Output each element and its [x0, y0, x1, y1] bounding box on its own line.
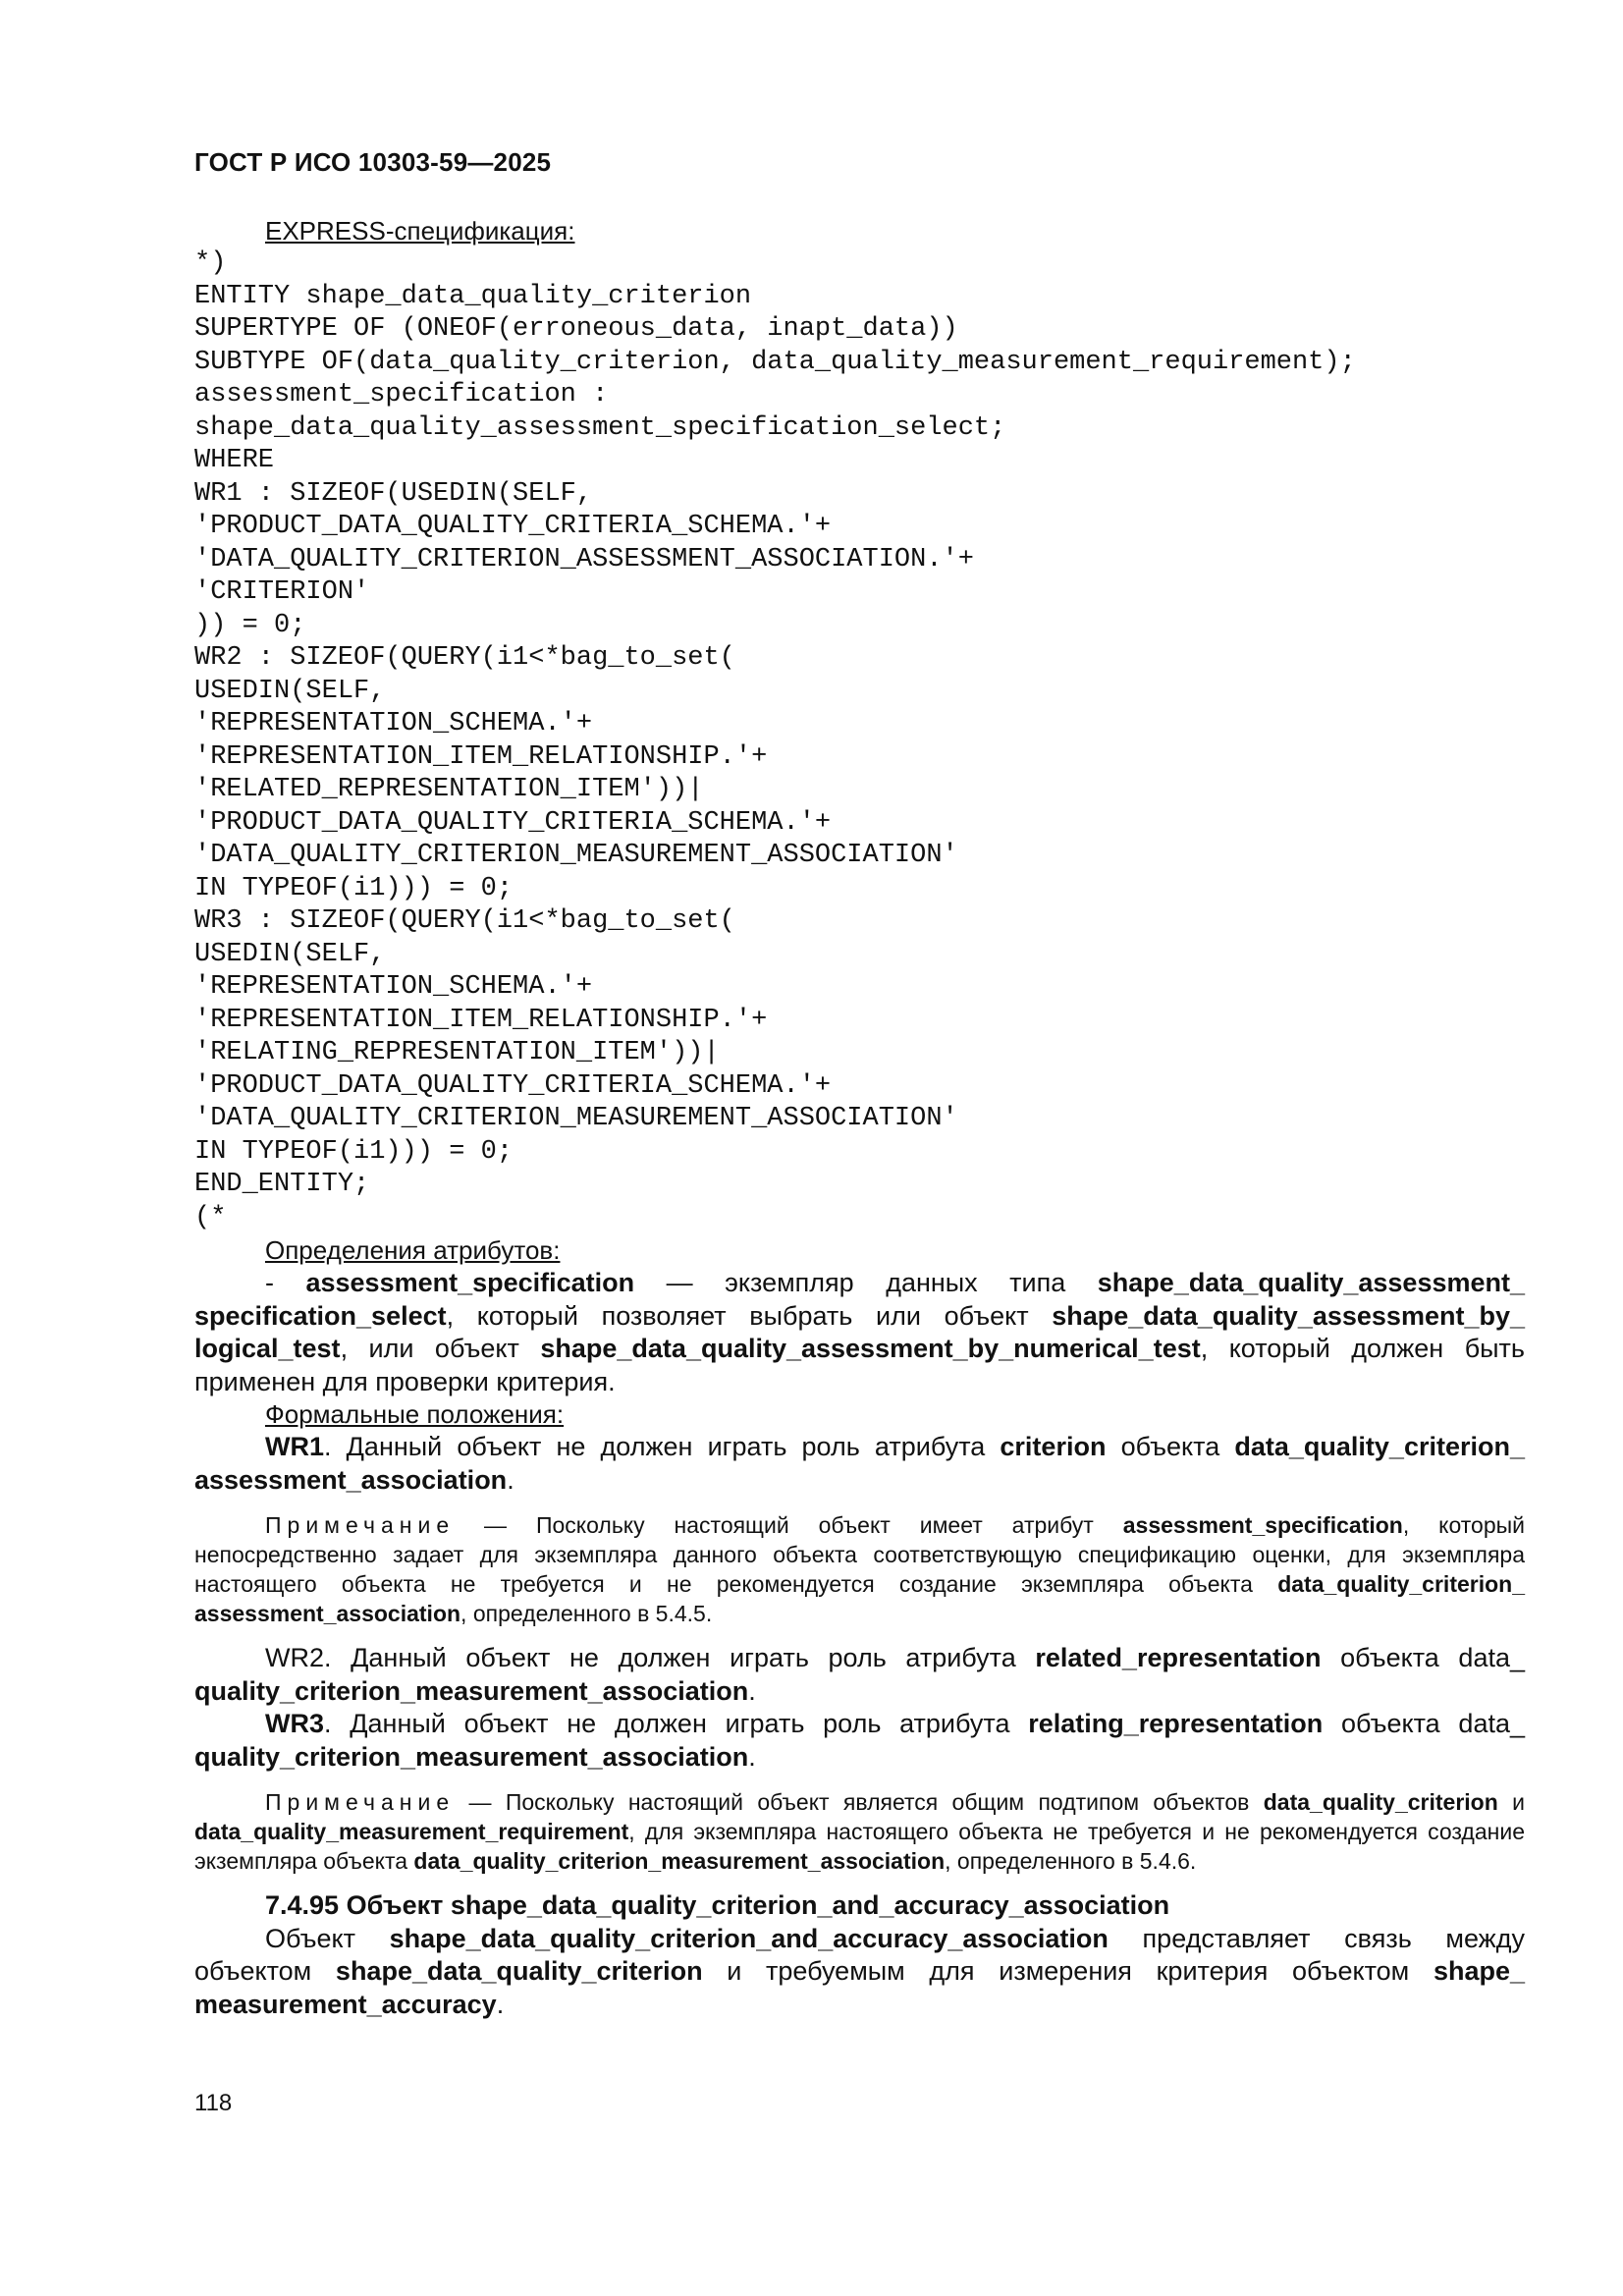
formal-heading: Формальные положения:: [265, 1399, 565, 1429]
note-text: , определенного в 5.4.6.: [945, 1848, 1197, 1874]
note-text: — Поскольку настоящий объект является общим подтипом объектов: [455, 1789, 1264, 1815]
express-code-block: [194, 247, 1525, 1234]
document-page: [194, 147, 1525, 2021]
code-line: )) = 0;: [194, 610, 306, 640]
rule-label: WR1: [265, 1432, 324, 1461]
rule-text: .: [748, 1675, 756, 1706]
section-text: Объект: [265, 1923, 390, 1953]
section-term: shape_data_quality_criterion: [335, 1956, 703, 1986]
section-title: 7.4.95 Объект shape_data_quality_criterion_and_accuracy_association: [265, 1890, 1170, 1920]
rule-attr: criterion: [1000, 1432, 1107, 1461]
attr-object: shape_data_quality_assessment_by_numerical_test: [540, 1334, 1201, 1363]
rule-text: . Данный объект не должен играть роль атрибута: [324, 1432, 1001, 1461]
document-header: ГОСТ Р ИСО 10303-59—2025: [194, 147, 552, 177]
code-line: 'CRITERION': [194, 577, 370, 607]
rule-text: объекта data_: [1321, 1643, 1526, 1672]
code-line: 'DATA_QUALITY_CRITERION_ASSESSMENT_ASSOCIATION.'+: [194, 544, 974, 574]
rule-label: WR2: [265, 1643, 324, 1672]
rule-attr: related_representation: [1035, 1643, 1322, 1672]
code-line: 'PRODUCT_DATA_QUALITY_CRITERIA_SCHEMA.'+: [194, 807, 832, 838]
code-line: (*: [194, 1202, 227, 1232]
code-line: 'REPRESENTATION_ITEM_RELATIONSHIP.'+: [194, 741, 768, 772]
code-line: WR1 : SIZEOF(USEDIN(SELF,: [194, 478, 593, 509]
note-label: Примечание: [265, 1512, 456, 1538]
attr-term: assessment_specification: [305, 1268, 635, 1297]
note-term: data_quality_criterion_measurement_association: [413, 1848, 946, 1874]
code-line: 'PRODUCT_DATA_QUALITY_CRITERIA_SCHEMA.'+: [194, 1070, 832, 1101]
rule-wr2: [194, 1642, 1525, 1708]
code-line: shape_data_quality_assessment_specification_select;: [194, 412, 1006, 443]
code-line: SUPERTYPE OF (ONEOF(erroneous_data, inapt_data)): [194, 314, 958, 344]
code-line: assessment_specification :: [194, 380, 609, 410]
section-text: и требуемым для измерения критерия объектом: [702, 1956, 1434, 1986]
code-line: 'RELATING_REPRESENTATION_ITEM'))|: [194, 1038, 720, 1067]
attr-object: shape_data_quality_assessment_by_ logical_test: [194, 1300, 1525, 1363]
rule-text: объекта data_: [1323, 1709, 1526, 1738]
code-line: IN TYPEOF(i1))) = 0;: [194, 873, 514, 903]
attr-dash: -: [265, 1268, 306, 1297]
rule-wr1: [194, 1431, 1525, 1497]
code-line: WHERE: [194, 446, 275, 475]
code-line: SUBTYPE OF(data_quality_criterion, data_quality_measurement_requirement);: [194, 347, 1356, 377]
note-term: data_quality_criterion: [1263, 1789, 1498, 1815]
code-line: IN TYPEOF(i1))) = 0;: [194, 1136, 514, 1167]
code-line: 'RELATED_REPRESENTATION_ITEM'))|: [194, 775, 704, 804]
note-term: data_quality_measurement_requirement: [194, 1819, 629, 1844]
code-line: 'REPRESENTATION_SCHEMA.'+: [194, 972, 593, 1002]
section-body: [194, 1923, 1525, 2022]
rule-wr3: [194, 1708, 1525, 1774]
code-line: 'PRODUCT_DATA_QUALITY_CRITERIA_SCHEMA.'+: [194, 512, 832, 541]
note-text: — Поскольку настоящий объект имеет атрибут: [455, 1512, 1123, 1538]
note-text: , для экземпляра настоящего объекта не требуется и не рекомендуется создание экземпляра объекта: [194, 1819, 1525, 1874]
code-line: 'DATA_QUALITY_CRITERION_MEASUREMENT_ASSOCIATION': [194, 841, 958, 870]
code-line: USEDIN(SELF,: [194, 939, 386, 969]
section-term: shape_ measurement_accuracy: [194, 1956, 1525, 2019]
note-2: [194, 1787, 1525, 1876]
rule-object: data_quality_criterion_ assessment_association: [194, 1432, 1525, 1495]
rule-text: . Данный объект не должен играть роль атрибута: [324, 1643, 1036, 1672]
attr-text: , который должен быть применен для проверки критерия.: [194, 1334, 1525, 1396]
note-term: assessment_specification: [1122, 1512, 1403, 1538]
attr-text: , который позволяет выбрать или объект: [446, 1300, 1053, 1331]
rule-label: WR3: [265, 1709, 324, 1738]
page-number: 118: [194, 2090, 233, 2116]
attributes-heading: Определения атрибутов:: [265, 1235, 561, 1265]
code-line: 'REPRESENTATION_ITEM_RELATIONSHIP.'+: [194, 1005, 768, 1035]
code-line: ENTITY shape_data_quality_criterion: [194, 281, 752, 311]
code-line: END_ENTITY;: [194, 1170, 370, 1199]
code-line: 'DATA_QUALITY_CRITERION_MEASUREMENT_ASSOCIATION': [194, 1104, 958, 1133]
note-text: , который непосредственно задает для экземпляра данного объекта соответствующую спецификацию оценки, для экземпляра настоящего объекта не требуется и не рекомендуется создание экземпляра объекта: [194, 1512, 1525, 1597]
rule-text: .: [748, 1741, 756, 1772]
code-line: WR3 : SIZEOF(QUERY(i1<*bag_to_set(: [194, 906, 735, 936]
attr-text: , или объект: [340, 1334, 541, 1363]
code-line: *): [194, 248, 227, 278]
rule-text: объекта: [1106, 1432, 1235, 1461]
attribute-definition: [194, 1267, 1525, 1398]
note-text: и: [1497, 1789, 1525, 1815]
note-text: , определенного в 5.4.5.: [460, 1601, 713, 1626]
code-line: WR2 : SIZEOF(QUERY(i1<*bag_to_set(: [194, 643, 735, 673]
rule-attr: relating_representation: [1028, 1709, 1324, 1738]
note-label: Примечание: [265, 1789, 456, 1815]
rule-object: quality_criterion_measurement_association: [194, 1675, 749, 1706]
rule-text: . Данный объект не должен играть роль атрибута: [324, 1709, 1029, 1738]
attr-text: — экземпляр данных типа: [634, 1268, 1098, 1297]
attr-type: shape_data_quality_assessment_ specification_select: [194, 1268, 1525, 1331]
note-1: [194, 1510, 1525, 1628]
code-line: 'REPRESENTATION_SCHEMA.'+: [194, 709, 593, 738]
express-heading: EXPRESS-спецификация:: [265, 216, 575, 246]
section-text: .: [496, 1989, 505, 2019]
rule-object: quality_criterion_measurement_association: [194, 1741, 749, 1772]
note-term: data_quality_criterion_ assessment_association: [194, 1571, 1525, 1626]
rule-text: .: [507, 1464, 514, 1495]
code-line: USEDIN(SELF,: [194, 676, 386, 706]
section-term: shape_data_quality_criterion_and_accuracy_association: [389, 1923, 1109, 1953]
section-text: представляет связь между объектом: [194, 1923, 1525, 1986]
